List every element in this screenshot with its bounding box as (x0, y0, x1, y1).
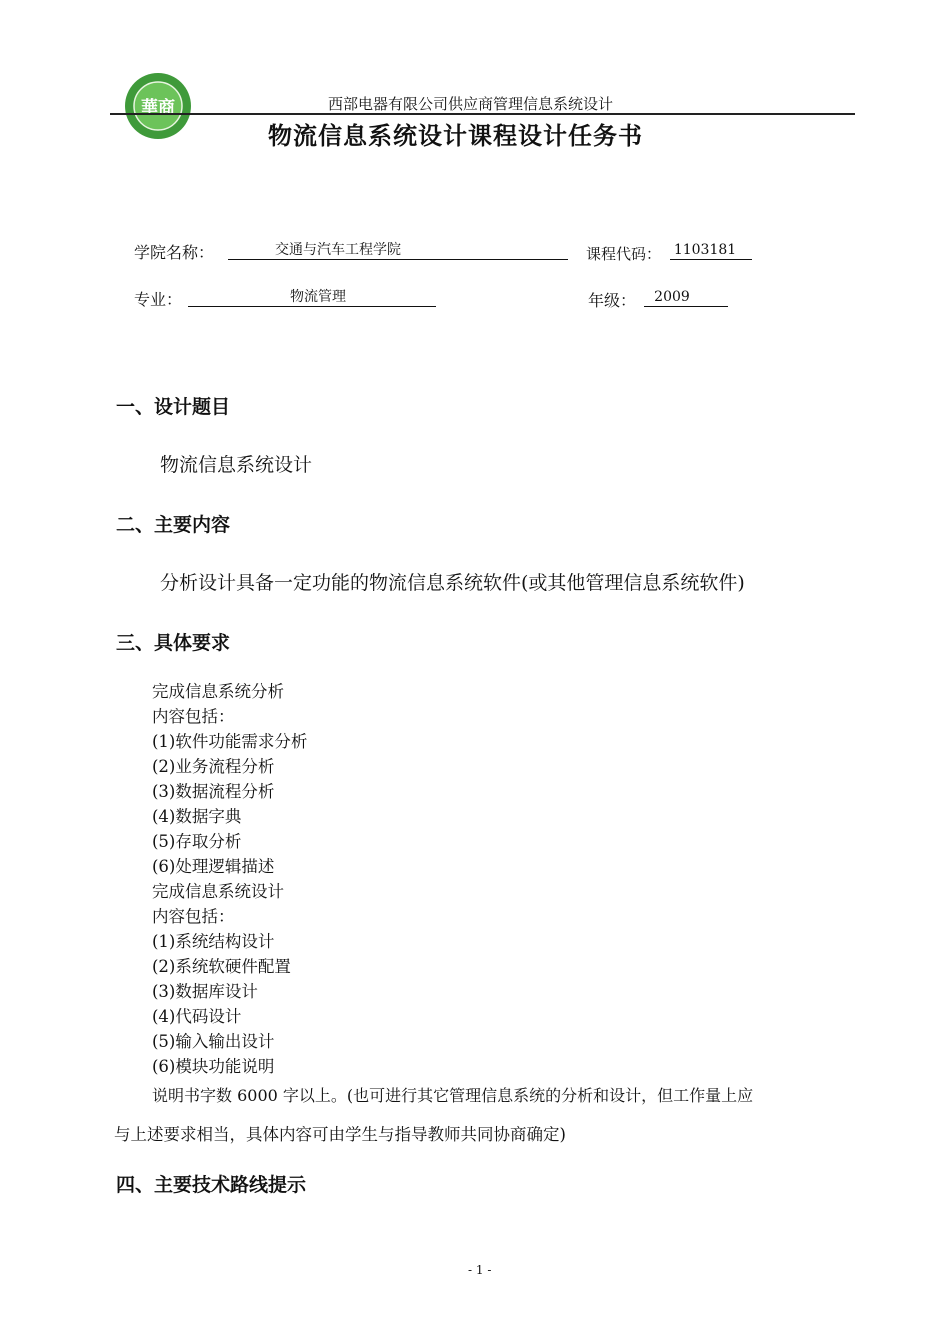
requirements-list (152, 679, 307, 1079)
list-item: (5)输入输出设计 (152, 1032, 275, 1051)
list-item: (4)代码设计 (152, 1007, 242, 1026)
course-code-label: 课程代码： (586, 245, 662, 263)
section-heading-2: 二、主要内容 (116, 514, 231, 536)
list-item: (5)存取分析 (152, 832, 242, 851)
college-label: 学院名称： (134, 243, 215, 262)
section-body-1: 物流信息系统设计 (160, 454, 313, 476)
header-rule (110, 113, 855, 115)
course-code-field (670, 237, 752, 260)
list-item: 内容包括： (152, 707, 235, 726)
major-label: 专业： (134, 290, 183, 309)
list-item: (1)系统结构设计 (152, 932, 275, 951)
course-code-value: 1103181 (673, 242, 737, 258)
list-item: (2)系统软硬件配置 (152, 957, 291, 976)
section-heading-3: 三、具体要求 (116, 632, 231, 654)
list-item: (2)业务流程分析 (152, 757, 275, 776)
list-item: (6)处理逻辑描述 (152, 857, 275, 876)
list-item: (6)模块功能说明 (152, 1057, 275, 1076)
major-field (188, 284, 436, 307)
list-item: (1)软件功能需求分析 (152, 732, 308, 751)
grade-label: 年级： (588, 291, 637, 310)
list-item: (3)数据库设计 (152, 982, 258, 1001)
section-body-2: 分析设计具备一定功能的物流信息系统软件(或其他管理信息系统软件) (160, 572, 745, 594)
list-item: (3)数据流程分析 (152, 782, 275, 801)
grade-field (644, 284, 728, 307)
university-logo (124, 72, 192, 140)
list-item: 完成信息系统分析 (152, 682, 284, 701)
college-value: 交通与汽车工程学院 (275, 242, 401, 258)
page-number: - 1 - (468, 1263, 492, 1277)
page-title: 物流信息系统设计课程设计任务书 (268, 122, 643, 150)
list-item: 内容包括： (152, 907, 235, 926)
logo-text: 華商 (141, 98, 175, 118)
major-value: 物流管理 (290, 289, 346, 305)
grade-value: 2009 (654, 289, 690, 305)
section-heading-1: 一、设计题目 (116, 396, 231, 418)
note-line-2: 与上述要求相当，具体内容可由学生与指导教师共同协商确定) (114, 1125, 566, 1144)
note-line-1: 说明书字数 6000 字以上。(也可进行其它管理信息系统的分析和设计，但工作量上应 (152, 1086, 754, 1105)
section-heading-4: 四、主要技术路线提示 (116, 1174, 307, 1196)
list-item: (4)数据字典 (152, 807, 242, 826)
running-header: 西部电器有限公司供应商管理信息系统设计 (328, 95, 614, 113)
list-item: 完成信息系统设计 (152, 882, 284, 901)
college-field (228, 237, 568, 260)
